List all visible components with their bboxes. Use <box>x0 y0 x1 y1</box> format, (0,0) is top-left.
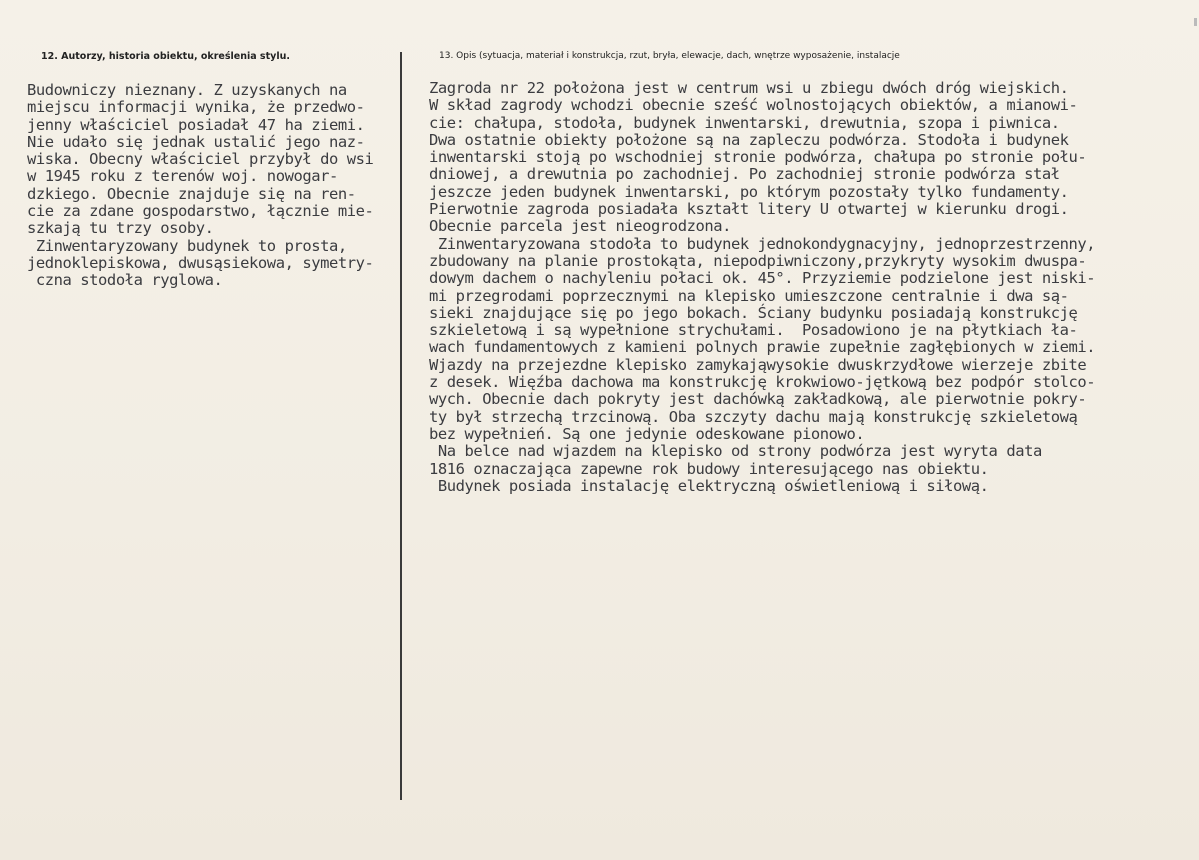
right-column-header: 13. Opis (sytuacja, materiał i konstrukcja, rzut, bryła, elewacje, dach, wnętrze wyposażenie, instalacje <box>439 51 900 61</box>
text-line: Budynek posiada instalację elektryczną oświetleniową i siłową. <box>429 476 989 495</box>
text-line: jednoklepiskowa, dwusąsiekowa, symetry- <box>27 253 374 272</box>
right-column-text <box>429 80 1095 495</box>
text-line: dowym dachem o nachyleniu połaci ok. 45°. Przyziemie podzielone jest niski- <box>429 269 1096 288</box>
text-line: inwentarski stoją po wschodniej stronie podwórza, chałupa po stronie połu- <box>429 148 1087 167</box>
text-line: dniowej, a drewutnia po zachodniej. Po zachodniej stronie podwórza stał <box>429 165 1060 184</box>
text-line: szkają tu trzy osoby. <box>27 219 214 238</box>
text-line: cie: chałupa, stodoła, budynek inwentarski, drewutnia, szopa i piwnica. <box>429 113 1060 132</box>
text-line: Zinwentaryzowany budynek to prosta, <box>27 236 347 255</box>
text-line: W skład zagrody wchodzi obecnie sześć wolnostojących obiektów, a mianowi- <box>429 96 1078 115</box>
text-line: Nie udało się jednak ustalić jego naz- <box>27 132 365 151</box>
text-line: Zagroda nr 22 położona jest w centrum wsi u zbiegu dwóch dróg wiejskich. <box>429 79 1069 97</box>
column-divider <box>400 52 402 800</box>
text-line: bez wypełnień. Są one jedynie odeskowane pionowo. <box>429 424 865 443</box>
text-line: dzkiego. Obecnie znajduje się na ren- <box>27 184 356 203</box>
text-line: miejscu informacji wynika, że przedwo- <box>27 98 365 117</box>
text-line: Wjazdy na przejezdne klepisko zamykająwysokie dwuskrzydłowe wierzeje zbite <box>429 355 1087 374</box>
text-line: jenny właściciel posiadał 47 ha ziemi. <box>27 115 365 134</box>
text-line: sieki znajdujące się po jego bokach. Ściany budynku posiadają konstrukcję <box>429 303 1078 322</box>
text-line: Pierwotnie zagroda posiadała kształt litery U otwartej w kierunku drogi. <box>429 200 1069 219</box>
left-column-text <box>27 82 373 290</box>
text-line: wych. Obecnie dach pokryty jest dachówką zakładkową, ale pierwotnie pokry- <box>429 390 1087 409</box>
text-line: wiska. Obecny właściciel przybył do wsi <box>27 150 374 169</box>
text-line: cie za zdane gospodarstwo, łącznie mie- <box>27 202 374 221</box>
text-line: w 1945 roku z terenów woj. nowogar- <box>27 167 338 186</box>
text-line: czna stodoła ryglowa. <box>27 271 223 290</box>
text-line: zbudowany na planie prostokąta, niepodpiwniczony,przykryty wysokim dwuspa- <box>429 251 1087 270</box>
text-line: Dwa ostatnie obiekty położone są na zapleczu podwórza. Stodoła i budynek <box>429 130 1069 149</box>
text-line: Na belce nad wjazdem na klepisko od strony podwórza jest wyryta data <box>429 442 1042 461</box>
text-line: 1816 oznaczająca zapewne rok budowy interesującego nas obiektu. <box>429 459 989 478</box>
text-line: Obecnie parcela jest nieogrodzona. <box>429 217 731 236</box>
text-line: z desek. Więźba dachowa ma konstrukcję krokwiowo-jętkową bez podpór stolco- <box>429 373 1096 392</box>
text-line: ty był strzechą trzcinową. Oba szczyty dachu mają konstrukcję szkieletową <box>429 407 1078 426</box>
page-edge-mark <box>1194 18 1197 26</box>
text-line: Budowniczy nieznany. Z uzyskanych na <box>27 81 347 99</box>
left-column-header: 12. Autorzy, historia obiektu, określenia stylu. <box>41 51 290 62</box>
text-line: mi przegrodami poprzecznymi na klepisko umieszczone centralnie i dwa są- <box>429 286 1069 305</box>
text-line: jeszcze jeden budynek inwentarski, po którym pozostały tylko fundamenty. <box>429 182 1069 201</box>
text-line: szkieletową i są wypełnione strychułami. Posadowiono je na płytkiach ła- <box>429 321 1078 340</box>
text-line: Zinwentaryzowana stodoła to budynek jednokondygnacyjny, jednoprzestrzenny, <box>429 234 1096 253</box>
text-line: wach fundamentowych z kamieni polnych prawie zupełnie zagłębionych w ziemi. <box>429 338 1096 357</box>
